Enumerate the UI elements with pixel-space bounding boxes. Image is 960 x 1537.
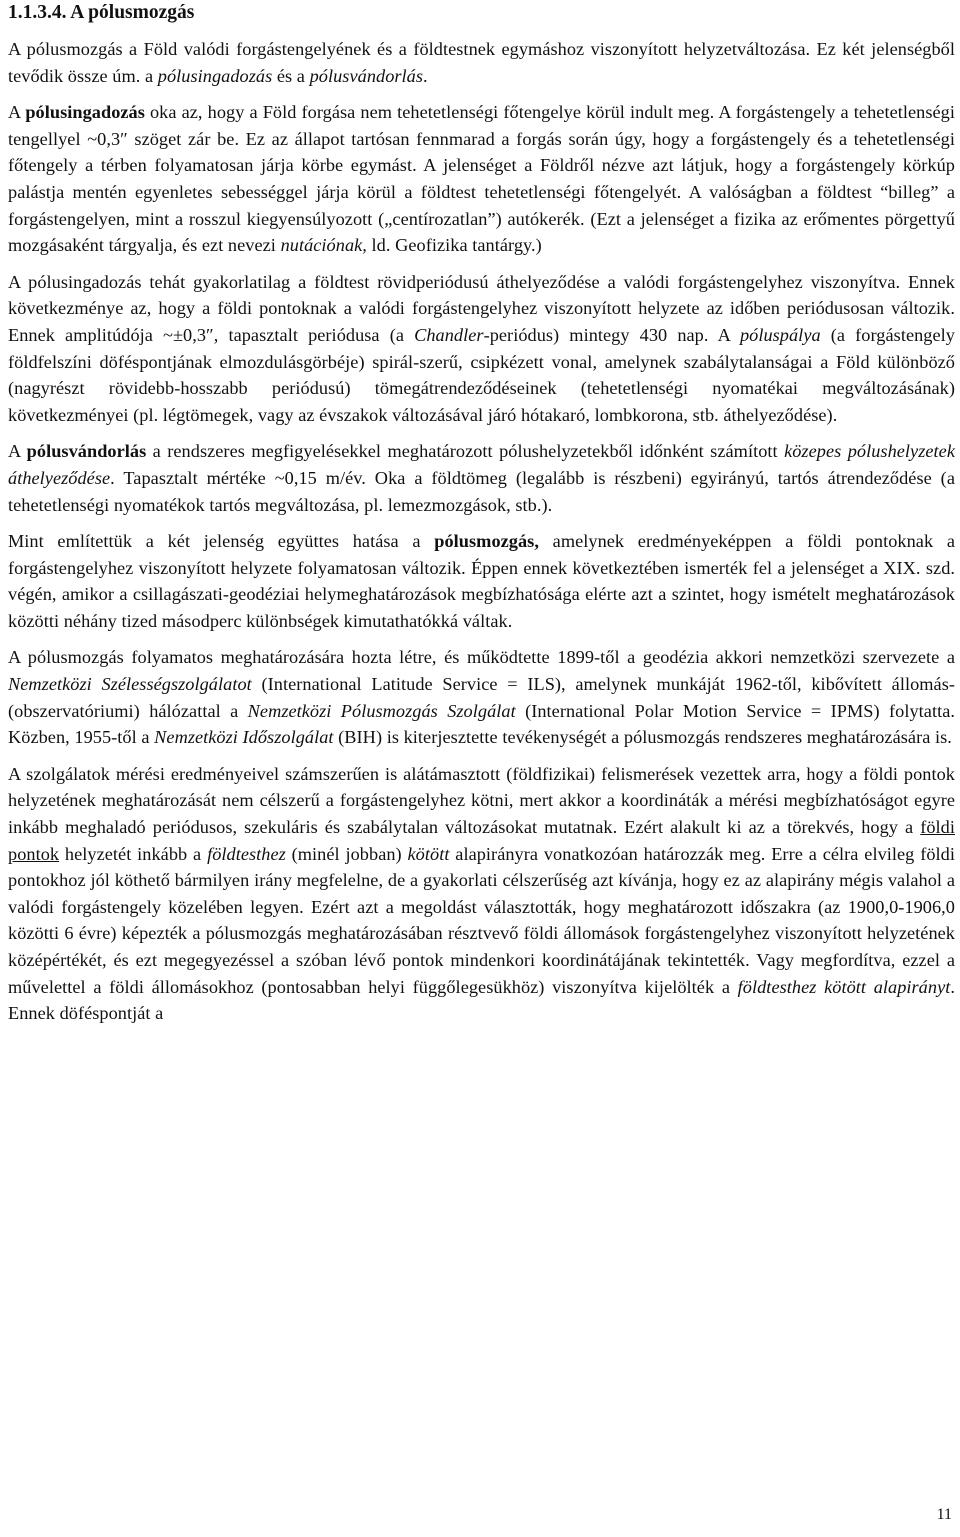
text-run: és a	[272, 65, 310, 86]
text-run: -periódus) mintegy 430 nap. A	[483, 324, 740, 345]
text-run: Mint említettük a két jelenség együttes hatása a	[8, 531, 435, 552]
text-run: A szolgálatok mérési eredményeivel számszerűen is alátámasztott (földfizikai) felismerések vezettek arra, hogy a földi pontok helyzetének meghatározását nem célszerű a forgástengelyhez kötni, mert akkor a koordináták a mérési megbízhatóságot egyre inkább meghaladó periódusos, szekuláris és szabálytalan változásokat mutatnak. Ezért alakult ki az a törekvés, hogy a	[8, 763, 955, 838]
text-run: A	[8, 441, 27, 462]
text-run: pólusvándorlás	[26, 441, 147, 462]
paragraph-services	[8, 644, 955, 750]
text-run: pólusingadozás	[157, 65, 273, 86]
text-run: (a forgástengely földfelszíni döféspontjának elmozdulásgörbéje) spirál-szerű, csipkézett vonal, amelynek szabálytalanságai a Föld különböző (nagyrészt rövidebb-hosszabb periódusú) tömegátrendeződéseinek (tehetetlenségi nyomatékai megváltozásának) következményei (pl. légtömegek, vagy az évszakok változásával járó hótakaró, lombkorona, stb. áthelyeződése).	[8, 324, 955, 425]
text-run: Nemzetközi Pólusmozgás Szolgálat	[247, 700, 516, 721]
text-run: helyzetét inkább a	[59, 843, 208, 864]
text-run: (International Latitude Service = ILS), amelynek munkáját 1962-től, kibővített állomás- (obszervatóriumi) hálózattal a	[8, 674, 956, 721]
paragraph-polusvandorlas	[8, 438, 955, 518]
text-run: oka az, hogy a Föld forgása nem tehetetlenségi főtengelye körül indult meg. A forgástengely a tehetetlenségi tengellyel ~0,3″ szöget zár be. Ez az állapot tartósan fennmarad a forgás során úgy, hogy a forgástengely és a tehetetlenségi főtengely a térben folyamatosan járja körbe egymást. A jelenséget a Földről nézve azt látjuk, hogy a forgástengely körkúp palástja mentén egyenletes sebességgel járja körül a földtest tehetetlenségi főtengelyét. A valóságban a földtest “billeg” a forgástengelyen, mint a rosszul kiegyensúlyozott („centírozatlan”) autókerék. (Ezt a jelenséget a fizika az erőmentes pörgettyű mozgásaként tárgyalja, és ezt nevezi	[8, 102, 955, 256]
text-run: földi pontok	[8, 817, 955, 864]
text-run: nutációnak,	[280, 235, 367, 256]
text-run: alapirányra vonatkozóan határozzák meg. Erre a célra elvileg földi pontokhoz jól köthető bármilyen irány megfelelne, de a gyakorlati célszerűség azt kívánja, hogy ez az alapirány mégis valahol a valódi forgástengely közelében legyen. Ezért azt a megoldást választották, hogy meghatározott időszakra (az 1900,0-1906,0 közötti 6 évre) képezték a pólusmozgás meghatározásában résztvevő földi állomások forgástengelyhez viszonyított helyzetének középértékét, és ezt megegyezéssel a szóban lévő pontok mindenkori koordinátájának tekintették. Vagy megfordítva, ezzel a művelettel a földi állomásokhoz (pontosabban helyi függőlegesükhöz) viszonyítva kijelölték a	[8, 843, 955, 997]
text-run: pólusingadozás	[25, 102, 145, 123]
paragraph-polusingadozas	[8, 99, 955, 259]
paragraph-combined-effect	[8, 528, 955, 634]
text-run: földtesthez kötött alapirányt	[737, 976, 951, 997]
text-run: (International Polar Motion Service = IPMS) folytatta. Közben, 1955-től a	[8, 700, 955, 748]
text-run: földtesthez	[207, 843, 286, 864]
text-run: ld. Geofizika tantárgy.)	[366, 235, 542, 256]
paragraph-intro	[8, 36, 955, 89]
text-run: a rendszeres megfigyelésekkel meghatározott pólushelyzetekből időnként számított	[146, 441, 785, 462]
paragraph-chandler-period	[8, 269, 955, 429]
text-run: Chandler	[414, 324, 484, 345]
text-run: kötött	[407, 843, 450, 864]
text-run: . Ennek döféspontját a	[8, 976, 955, 1024]
text-run: pólusvándorlás	[309, 65, 424, 86]
text-run: A pólusingadozás tehát gyakorlatilag a földtest rövidperiódusú áthelyeződése a valódi forgástengelyhez viszonyítva. Ennek következménye az, hogy a földi pontoknak a valódi forgástengelyhez viszonyított helyzete az időben periódusosan változik. Ennek amplitúdója ~±0,3″, tapasztalt periódusa (a	[8, 271, 955, 345]
text-run: póluspálya	[739, 324, 821, 345]
text-run: közepes pólushelyzetek áthelyeződése	[8, 441, 955, 488]
text-run: A pólusmozgás folyamatos meghatározására hozta létre, és működtette 1899-től a geodézia akkori nemzetközi szervezete a	[8, 647, 955, 668]
page-number: 11	[936, 1506, 952, 1523]
text-run: Nemzetközi Szélességszolgálatot	[8, 674, 252, 695]
text-run: Nemzetközi Időszolgálat	[154, 727, 334, 748]
text-run: pólusmozgás,	[434, 531, 539, 552]
paragraph-reference-direction	[8, 761, 955, 1027]
text-run: A pólusmozgás a Föld valódi forgástengelyének és a földtestnek egymáshoz viszonyított helyzetváltozása. Ez két jelenségből tevődik össze úm. a	[8, 39, 955, 86]
document-page	[8, 0, 955, 1037]
text-run: A	[8, 102, 26, 123]
text-run: (minél jobban)	[285, 843, 408, 864]
section-heading: 1.1.3.4. A pólusmozgás	[8, 2, 195, 23]
text-run: . Tapasztalt mértéke ~0,15 m/év. Oka a földtömeg (legalább is részbeni) egyirányú, tartós átrendeződése (a tehetetlenségi nyomatékok tartós megváltozása, pl. lemezmozgások, stb.).	[8, 467, 955, 515]
text-run: .	[423, 65, 428, 86]
text-run: (BIH) is kiterjesztette tevékenységét a pólusmozgás rendszeres meghatározására is.	[333, 727, 952, 748]
text-run: amelynek eredményeképpen a földi pontoknak a forgástengelyhez viszonyított helyzete folyamatosan változik. Éppen ennek következtében ismerték fel a jelenséget a XIX. szd. végén, amikor a csillagászati-geodéziai helymeghatározások megbízhatósága elérte azt a szintet, hogy ismételt meghatározások közötti néhány tized másodperc különbségek kimutathatókká váltak.	[8, 531, 955, 631]
